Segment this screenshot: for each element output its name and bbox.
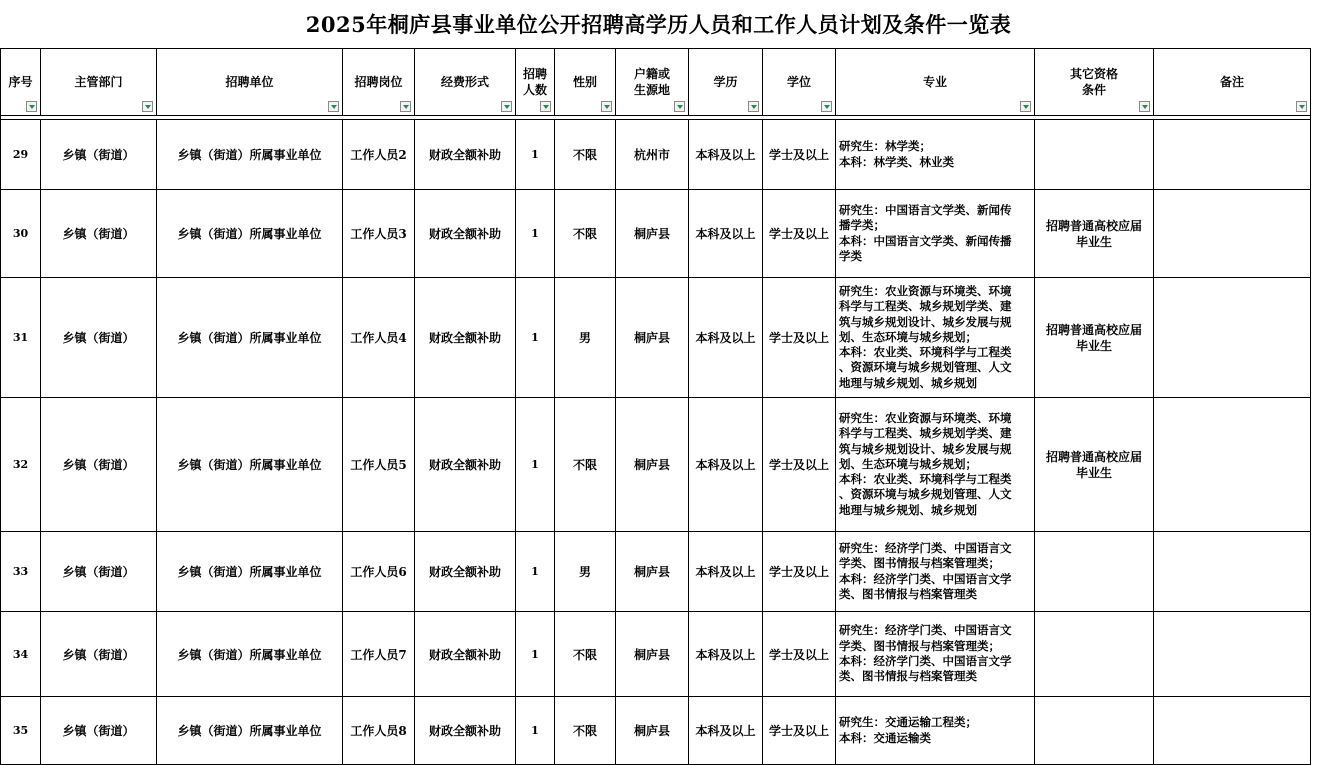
cell-gender[interactable]: 不限 [555, 697, 616, 765]
cell-origin[interactable]: 桐庐县 [616, 697, 689, 765]
cell-dept[interactable]: 乡镇（街道） [41, 190, 157, 278]
header-label: 招聘单位 [225, 75, 274, 89]
cell-gender[interactable]: 男 [555, 278, 616, 398]
cell-note[interactable] [1154, 278, 1311, 398]
filter-dropdown-icon[interactable] [142, 101, 153, 112]
cell-note[interactable] [1154, 398, 1311, 532]
cell-no[interactable]: 30 [1, 190, 41, 278]
cell-degree[interactable]: 学士及以上 [763, 697, 836, 765]
other-line: 招聘普通高校应届 [1045, 449, 1142, 464]
filter-dropdown-icon[interactable] [1139, 101, 1150, 112]
cell-major[interactable] [836, 190, 1035, 278]
cell-edu[interactable]: 本科及以上 [689, 612, 763, 697]
major-line: 学类、图书情报与档案管理类； [839, 556, 1000, 571]
cell-post[interactable]: 工作人员3 [343, 190, 415, 278]
header-label: 备注 [1219, 75, 1244, 89]
header-row [1, 49, 1311, 116]
cell-origin[interactable]: 桐庐县 [616, 190, 689, 278]
cell-note[interactable] [1154, 697, 1311, 765]
cell-note[interactable] [1154, 120, 1311, 190]
cell-edu[interactable]: 本科及以上 [689, 190, 763, 278]
major-line: 学类、图书情报与档案管理类； [839, 638, 1000, 653]
cell-count[interactable]: 1 [516, 278, 555, 398]
cell-major[interactable] [836, 398, 1035, 532]
major-line: 研究生：林学类； [839, 139, 931, 154]
cell-edu[interactable]: 本科及以上 [689, 278, 763, 398]
major-line: 本科：交通运输类 [839, 730, 931, 745]
major-line: 研究生：交通运输工程类； [839, 715, 977, 730]
cell-degree[interactable]: 学士及以上 [763, 278, 836, 398]
major-line: 科学与工程类、城乡规划学类、建 [839, 299, 1012, 314]
table-row [1, 697, 1311, 765]
cell-dept[interactable]: 乡镇（街道） [41, 398, 157, 532]
cell-unit[interactable]: 乡镇（街道）所属事业单位 [157, 697, 343, 765]
major-line: 本科：农业类、环境科学与工程类 [839, 345, 1012, 360]
table-row [1, 278, 1311, 398]
cell-other[interactable] [1035, 612, 1154, 697]
header-label: 专业 [922, 75, 947, 89]
cell-no[interactable]: 34 [1, 612, 41, 697]
cell-gender[interactable]: 不限 [555, 120, 616, 190]
header-col-count [516, 49, 555, 116]
cell-dept[interactable]: 乡镇（街道） [41, 697, 157, 765]
header-col-post [343, 49, 415, 116]
major-line: 划、生态环境与城乡规划； [839, 456, 977, 471]
major-line: 本科：经济学门类、中国语言文学 [839, 571, 1012, 586]
cell-degree[interactable]: 学士及以上 [763, 398, 836, 532]
header-col-dept [41, 49, 157, 116]
header-label: 主管部门 [74, 75, 123, 89]
cell-post[interactable]: 工作人员6 [343, 532, 415, 612]
filter-dropdown-icon[interactable] [540, 101, 551, 112]
other-line: 招聘普通高校应届 [1045, 218, 1142, 233]
cell-funding[interactable]: 财政全额补助 [415, 190, 516, 278]
major-line: 、资源环境与城乡规划管理、人文 [839, 487, 1012, 502]
sheet-title: 2025年桐庐县事业单位公开招聘高学历人员和工作人员计划及条件一览表 [305, 12, 1012, 37]
major-line: 地理与城乡规划、城乡规划 [839, 375, 977, 390]
recruitment-table [0, 48, 1311, 765]
header-label: 招聘岗位 [354, 75, 403, 89]
table-row [1, 190, 1311, 278]
cell-no[interactable]: 29 [1, 120, 41, 190]
filter-dropdown-icon[interactable] [501, 101, 512, 112]
header-label: 性别 [572, 75, 597, 89]
cell-note[interactable] [1154, 190, 1311, 278]
cell-unit[interactable]: 乡镇（街道）所属事业单位 [157, 532, 343, 612]
header-label: 其它资格 [1069, 67, 1118, 81]
cell-post[interactable]: 工作人员5 [343, 398, 415, 532]
header-label: 条件 [1081, 83, 1106, 97]
cell-post[interactable]: 工作人员2 [343, 120, 415, 190]
other-line: 毕业生 [1075, 465, 1112, 480]
header-col-edu [689, 49, 763, 116]
major-line: 类、图书情报与档案管理类 [839, 669, 977, 684]
cell-no[interactable]: 35 [1, 697, 41, 765]
major-line: 、资源环境与城乡规划管理、人文 [839, 360, 1012, 375]
header-col-funding [415, 49, 516, 116]
cell-edu[interactable]: 本科及以上 [689, 697, 763, 765]
header-col-note [1154, 49, 1311, 116]
header-col-other [1035, 49, 1154, 116]
cell-degree[interactable]: 学士及以上 [763, 120, 836, 190]
cell-major[interactable] [836, 612, 1035, 697]
cell-gender[interactable]: 不限 [555, 612, 616, 697]
cell-dept[interactable]: 乡镇（街道） [41, 120, 157, 190]
filter-dropdown-icon[interactable] [601, 101, 612, 112]
table-body [1, 120, 1311, 765]
cell-other[interactable] [1035, 697, 1154, 765]
cell-count[interactable]: 1 [516, 190, 555, 278]
cell-funding[interactable]: 财政全额补助 [415, 278, 516, 398]
header-label: 人数 [522, 83, 547, 97]
cell-count[interactable]: 1 [516, 612, 555, 697]
cell-funding[interactable]: 财政全额补助 [415, 532, 516, 612]
cell-dept[interactable]: 乡镇（街道） [41, 532, 157, 612]
cell-note[interactable] [1154, 612, 1311, 697]
header-col-unit [157, 49, 343, 116]
header-col-degree [763, 49, 836, 116]
cell-no[interactable]: 33 [1, 532, 41, 612]
header-col-origin [616, 49, 689, 116]
table-row [1, 398, 1311, 532]
filter-dropdown-icon[interactable] [400, 101, 411, 112]
cell-origin[interactable]: 桐庐县 [616, 612, 689, 697]
cell-dept[interactable]: 乡镇（街道） [41, 278, 157, 398]
cell-degree[interactable]: 学士及以上 [763, 612, 836, 697]
cell-major[interactable] [836, 278, 1035, 398]
header-label: 序号 [8, 75, 33, 89]
header-label: 经费形式 [440, 75, 489, 89]
cell-post[interactable]: 工作人员8 [343, 697, 415, 765]
table-row [1, 612, 1311, 697]
cell-no[interactable]: 31 [1, 278, 41, 398]
cell-major[interactable] [836, 120, 1035, 190]
cell-other[interactable] [1035, 398, 1154, 532]
cell-edu[interactable]: 本科及以上 [689, 120, 763, 190]
cell-gender[interactable]: 不限 [555, 190, 616, 278]
header-label: 学位 [786, 75, 811, 89]
major-line: 地理与城乡规划、城乡规划 [839, 502, 977, 517]
filter-dropdown-icon[interactable] [748, 101, 759, 112]
cell-note[interactable] [1154, 532, 1311, 612]
major-line: 本科：经济学门类、中国语言文学 [839, 654, 1012, 668]
cell-funding[interactable]: 财政全额补助 [415, 612, 516, 697]
major-line: 研究生：经济学门类、中国语言文 [839, 623, 1012, 638]
cell-count[interactable]: 1 [516, 398, 555, 532]
cell-count[interactable]: 1 [516, 697, 555, 765]
cell-gender[interactable]: 不限 [555, 398, 616, 532]
major-line: 科学与工程类、城乡规划学类、建 [839, 426, 1012, 441]
cell-major[interactable] [836, 697, 1035, 765]
table-row [1, 120, 1311, 190]
cell-unit[interactable]: 乡镇（街道）所属事业单位 [157, 278, 343, 398]
cell-other[interactable] [1035, 532, 1154, 612]
other-line: 招聘普通高校应届 [1045, 322, 1142, 337]
cell-origin[interactable]: 杭州市 [616, 120, 689, 190]
header-label: 户籍或 [633, 67, 670, 81]
cell-edu[interactable]: 本科及以上 [689, 398, 763, 532]
header-col-major [836, 49, 1035, 116]
header-label: 生源地 [633, 83, 670, 97]
header-label: 学历 [713, 75, 738, 89]
cell-gender[interactable]: 男 [555, 532, 616, 612]
cell-origin[interactable]: 桐庐县 [616, 278, 689, 398]
major-line: 播学类； [839, 218, 885, 233]
filter-dropdown-icon[interactable] [26, 101, 37, 112]
filter-dropdown-icon[interactable] [674, 101, 685, 112]
cell-no[interactable]: 32 [1, 398, 41, 532]
cell-edu[interactable]: 本科及以上 [689, 532, 763, 612]
cell-degree[interactable]: 学士及以上 [763, 532, 836, 612]
cell-unit[interactable]: 乡镇（街道）所属事业单位 [157, 190, 343, 278]
cell-dept[interactable]: 乡镇（街道） [41, 612, 157, 697]
cell-other[interactable] [1035, 190, 1154, 278]
cell-count[interactable]: 1 [516, 120, 555, 190]
cell-unit[interactable]: 乡镇（街道）所属事业单位 [157, 612, 343, 697]
filter-dropdown-icon[interactable] [1020, 101, 1031, 112]
cell-funding[interactable]: 财政全额补助 [415, 398, 516, 532]
major-line: 研究生：经济学门类、中国语言文 [839, 540, 1012, 555]
cell-post[interactable]: 工作人员7 [343, 612, 415, 697]
cell-major[interactable] [836, 532, 1035, 612]
major-line: 本科：农业类、环境科学与工程类 [839, 472, 1012, 487]
major-line: 研究生：中国语言文学类、新闻传 [839, 202, 1012, 217]
major-line: 筑与城乡规划设计、城乡发展与规 [839, 441, 1012, 456]
cell-post[interactable]: 工作人员4 [343, 278, 415, 398]
cell-other[interactable] [1035, 120, 1154, 190]
filter-dropdown-icon[interactable] [1296, 101, 1307, 112]
header-label: 招聘 [522, 67, 547, 81]
cell-degree[interactable]: 学士及以上 [763, 190, 836, 278]
cell-other[interactable] [1035, 278, 1154, 398]
cell-unit[interactable]: 乡镇（街道）所属事业单位 [157, 398, 343, 532]
other-line: 毕业生 [1075, 338, 1112, 353]
major-line: 划、生态环境与城乡规划； [839, 329, 977, 344]
major-line: 本科：林学类、林业类 [839, 154, 954, 169]
filter-dropdown-icon[interactable] [821, 101, 832, 112]
cell-origin[interactable]: 桐庐县 [616, 398, 689, 532]
cell-origin[interactable]: 桐庐县 [616, 532, 689, 612]
other-line: 毕业生 [1075, 234, 1112, 249]
major-line: 本科：中国语言文学类、新闻传播 [839, 233, 1012, 248]
header-col-gender [555, 49, 616, 116]
filter-dropdown-icon[interactable] [328, 101, 339, 112]
cell-unit[interactable]: 乡镇（街道）所属事业单位 [157, 120, 343, 190]
major-line: 学类 [839, 248, 862, 263]
major-line: 研究生：农业资源与环境类、环境 [839, 283, 1012, 298]
cell-count[interactable]: 1 [516, 532, 555, 612]
cell-funding[interactable]: 财政全额补助 [415, 697, 516, 765]
table-row [1, 532, 1311, 612]
major-line: 研究生：农业资源与环境类、环境 [839, 410, 1012, 425]
major-line: 类、图书情报与档案管理类 [839, 586, 977, 601]
cell-funding[interactable]: 财政全额补助 [415, 120, 516, 190]
header-col-no [1, 49, 41, 116]
major-line: 筑与城乡规划设计、城乡发展与规 [839, 314, 1012, 329]
